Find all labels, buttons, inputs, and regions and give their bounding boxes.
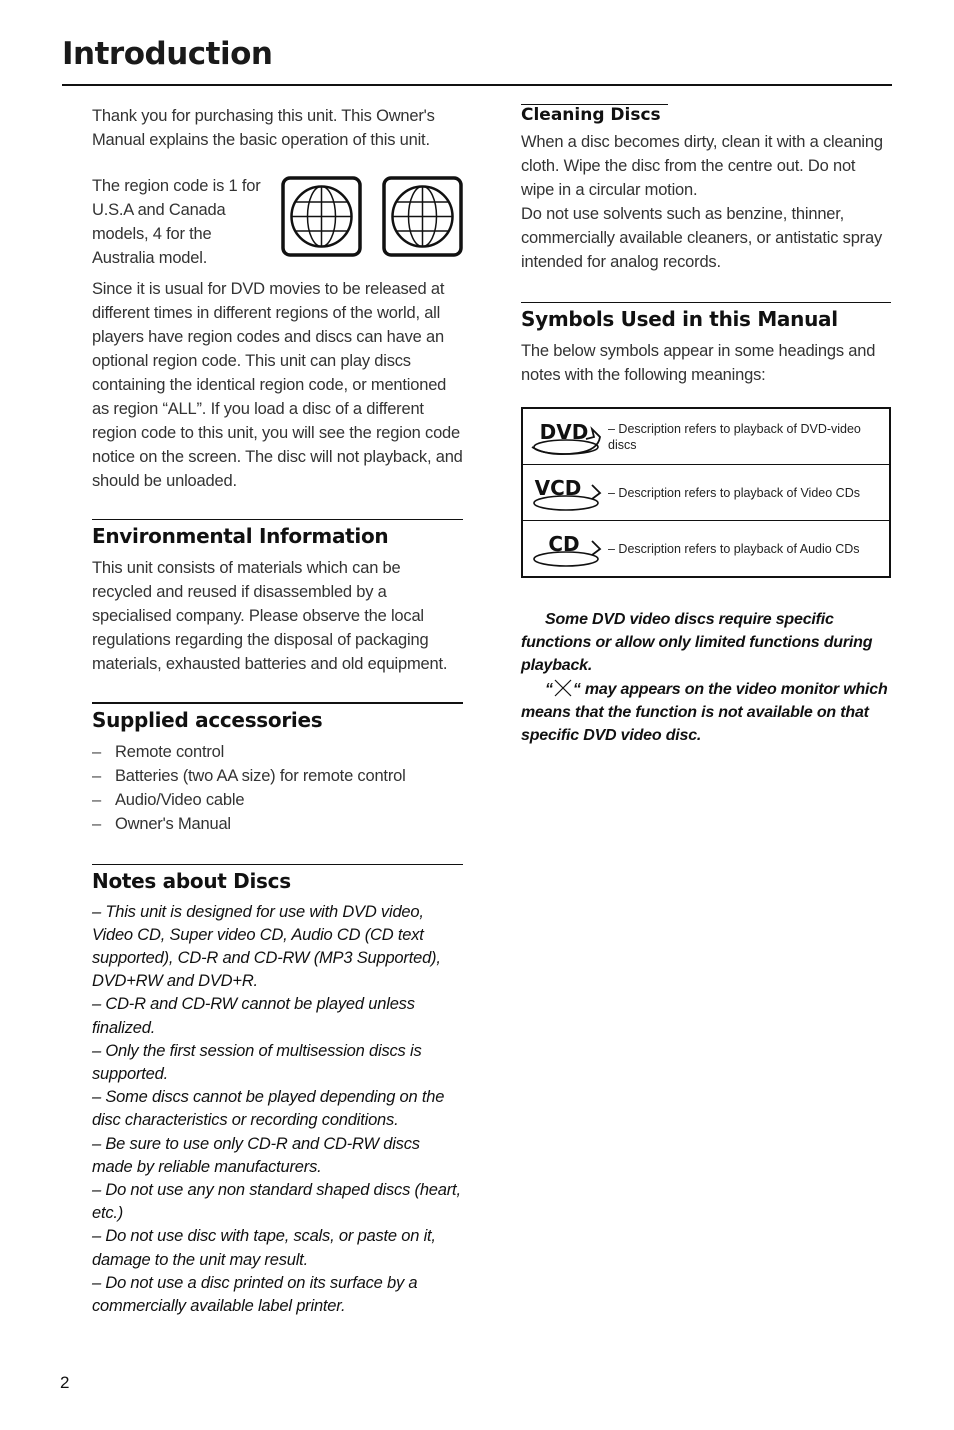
symbol-description: – Description refers to playback of Video CDs bbox=[608, 485, 860, 500]
environmental-heading: Environmental Information bbox=[92, 524, 389, 548]
list-item: – Batteries (two AA size) for remote control bbox=[92, 764, 463, 788]
svg-text:CD: CD bbox=[548, 531, 580, 556]
symbol-description: – Description refers to playback of DVD-video discs bbox=[608, 421, 861, 452]
section-divider bbox=[521, 302, 891, 303]
table-row bbox=[523, 464, 889, 520]
important-note-1: Some DVD video discs require specific functions or allow only limited functions during playback. bbox=[521, 611, 873, 675]
table-row bbox=[523, 520, 889, 576]
left-column bbox=[92, 104, 463, 1318]
list-item: – Owner's Manual bbox=[92, 812, 463, 836]
globe-region-4-icon bbox=[382, 176, 463, 257]
region-explanation: Since it is usual for DVD movies to be released at different times in different regions of the world, all players have region codes and discs can have an optional region code. This unit can play discs containing the identical region code, or mentioned as region “ALL”. If you load a disc of a different region code to this unit, you will see the region code notice on the screen. The disc will not playback, and should be unloaded. bbox=[92, 280, 463, 490]
vcd-logo-icon bbox=[528, 473, 606, 513]
note-item: – Do not use disc with tape, scals, or paste on it, damage to the unit may result. bbox=[92, 1227, 436, 1269]
list-item: – Remote control bbox=[92, 740, 463, 764]
notes-heading: Notes about Discs bbox=[92, 868, 291, 893]
symbols-intro: The below symbols appear in some headings and notes with the following meanings: bbox=[521, 342, 876, 384]
symbol-description: – Description refers to playback of Audio CDs bbox=[608, 541, 860, 556]
section-divider bbox=[92, 702, 463, 704]
list-item: – Audio/Video cable bbox=[92, 788, 463, 812]
region-icons bbox=[281, 176, 463, 270]
note-item: – CD-R and CD-RW cannot be played unless finalized. bbox=[92, 995, 415, 1037]
environmental-text: This unit consists of materials which can be recycled and reused if disassembled by a specialised company. Please observe the local regulations regarding the disposal of packaging materials, exhausted batteries and old equipment. bbox=[92, 559, 448, 673]
svg-text:VCD: VCD bbox=[534, 475, 582, 500]
note-item: – This unit is designed for use with DVD video, Video CD, Super video CD, Audio CD (CD text supported), CD-R and CD-RW (MP3 Supported), DVD+RW and DVD+R. bbox=[92, 902, 441, 991]
accessories-list bbox=[92, 740, 463, 836]
globe-region-1-icon bbox=[281, 176, 362, 257]
cross-icon bbox=[553, 679, 573, 697]
accessories-section bbox=[92, 702, 463, 836]
note-item: – Do not use any non standard shaped discs (heart, etc.) bbox=[92, 1180, 461, 1223]
right-column bbox=[521, 104, 891, 747]
note-item: – Some discs cannot be played depending on the disc characteristics or recording conditions. bbox=[92, 1088, 445, 1130]
svg-text:DVD: DVD bbox=[539, 419, 589, 444]
symbols-table bbox=[521, 407, 891, 578]
note-item: – Only the first session of multisession discs is supported. bbox=[92, 1041, 422, 1083]
title-divider bbox=[62, 84, 892, 86]
environmental-section bbox=[92, 519, 463, 676]
region-code-text: The region code is 1 for U.S.A and Canada models, 4 for the Australia model. bbox=[92, 177, 261, 267]
symbols-section bbox=[521, 302, 891, 578]
table-row bbox=[523, 409, 889, 464]
important-notes bbox=[521, 608, 891, 747]
important-note-2: “ “ may appears on the video monitor which means that the function is not available on that specific DVD video disc. bbox=[521, 680, 888, 745]
notes-section bbox=[92, 864, 463, 1319]
cleaning-text-2: Do not use solvents such as benzine, thinner, commercially available cleaners, or antistatic spray intended for analog records. bbox=[521, 205, 882, 271]
cleaning-text-1: When a disc becomes dirty, clean it with a cleaning cloth. Wipe the disc from the centre out. Do not wipe in a circular motion. bbox=[521, 133, 883, 199]
page-number: 2 bbox=[60, 1373, 70, 1392]
intro-paragraph: Thank you for purchasing this unit. This Owner's Manual explains the basic operation of this unit. bbox=[92, 107, 435, 149]
region-block bbox=[92, 174, 463, 270]
note-item: – Do not use a disc printed on its surface by a commercially available label printer. bbox=[92, 1273, 418, 1315]
cd-logo-icon bbox=[528, 529, 606, 569]
note-item: – Be sure to use only CD-R and CD-RW discs made by reliable manufacturers. bbox=[92, 1134, 420, 1176]
cleaning-heading: Cleaning Discs bbox=[521, 105, 661, 125]
section-divider bbox=[92, 864, 463, 865]
accessories-heading: Supplied accessories bbox=[92, 707, 323, 732]
section-divider bbox=[92, 519, 463, 520]
symbols-heading: Symbols Used in this Manual bbox=[521, 307, 838, 331]
dvd-logo-icon bbox=[528, 417, 606, 457]
page-title: Introduction bbox=[62, 36, 273, 72]
